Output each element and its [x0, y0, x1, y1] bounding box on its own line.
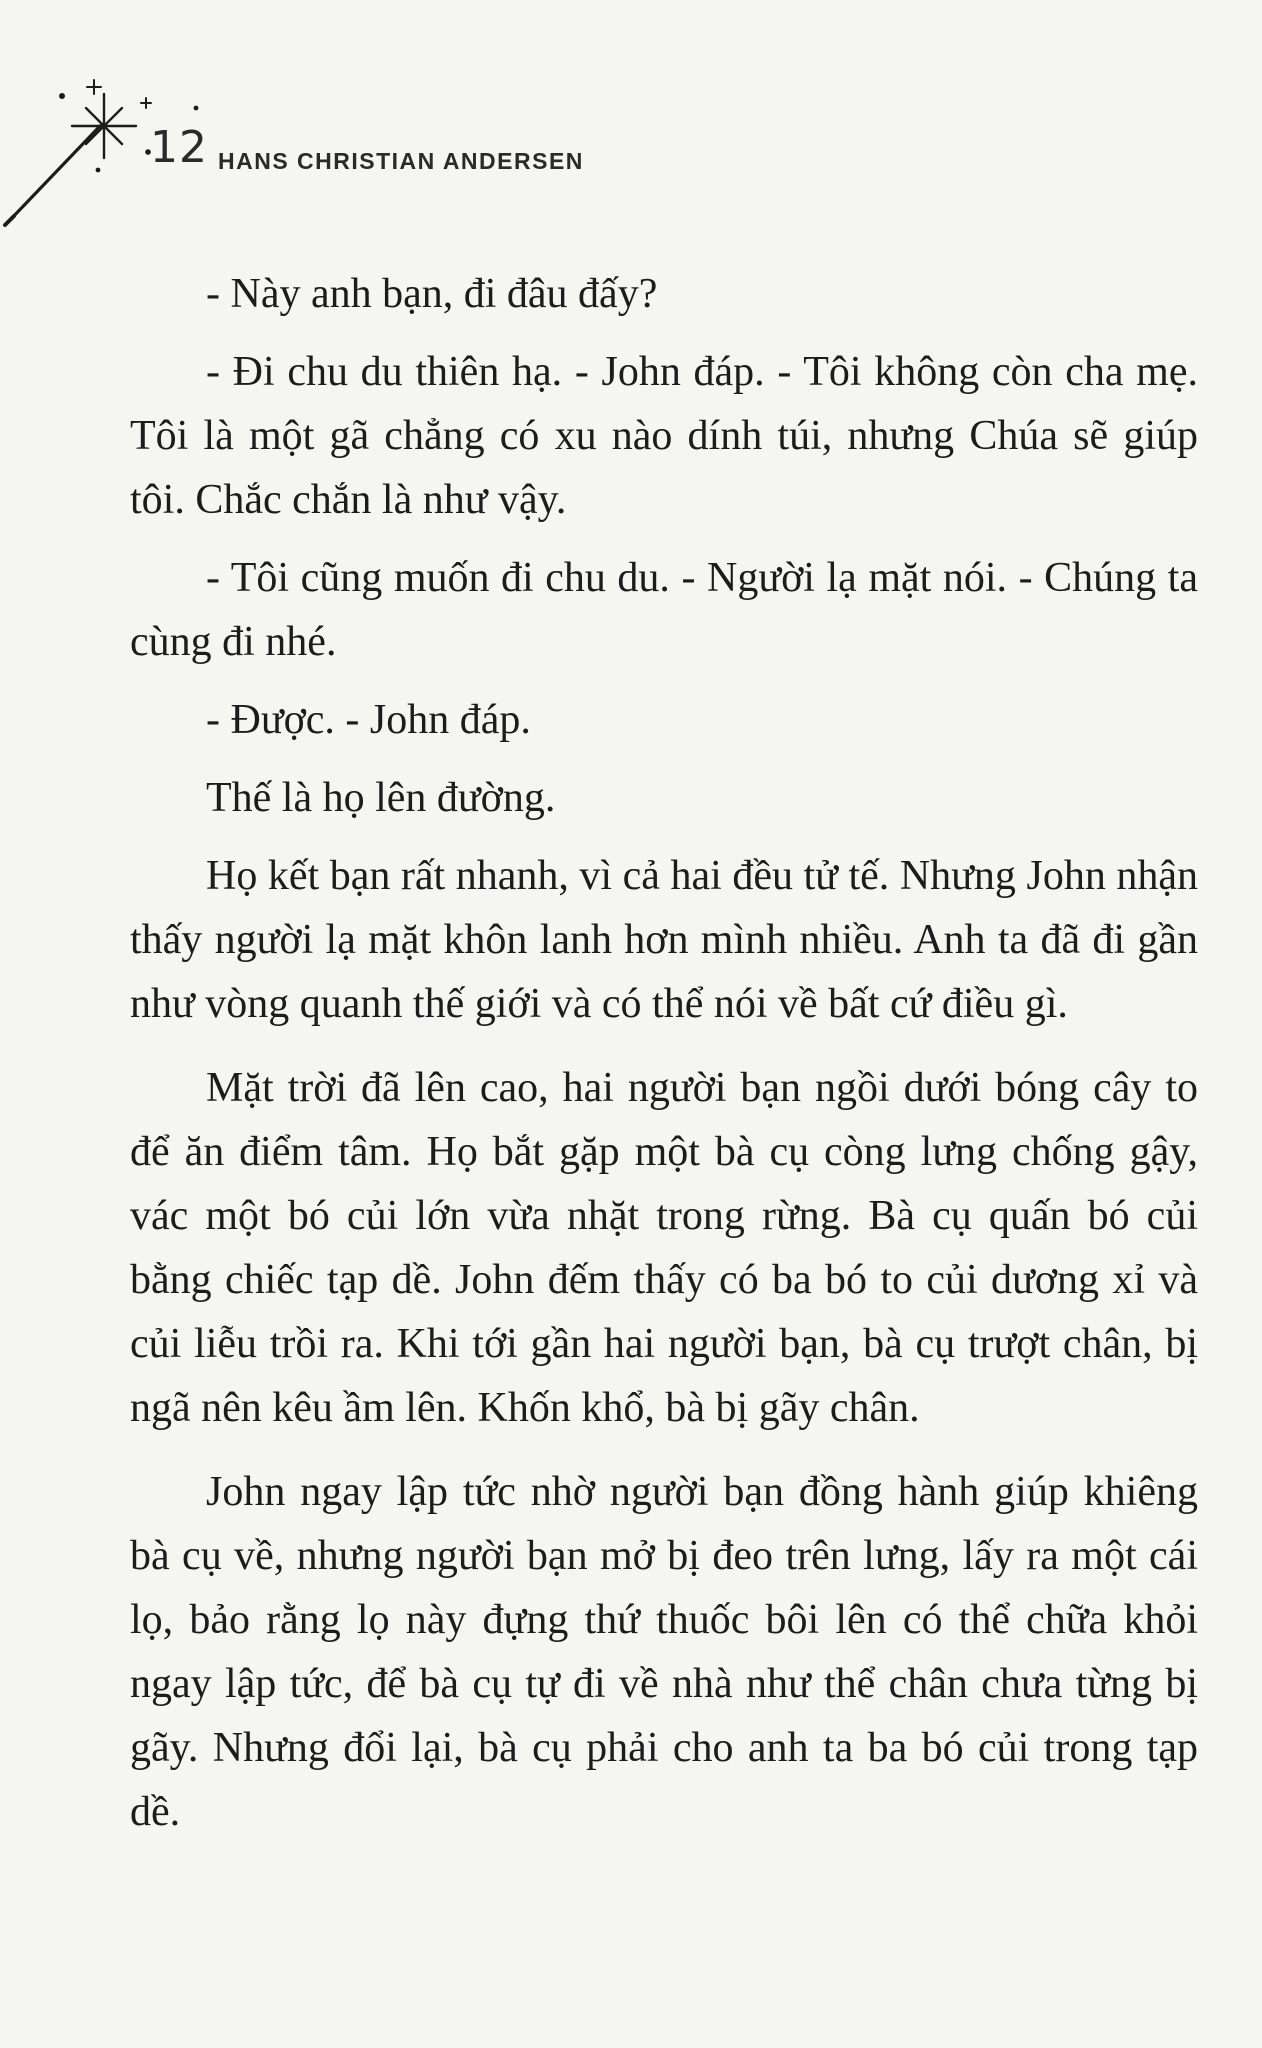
paragraph: Mặt trời đã lên cao, hai người bạn ngồi dưới bóng cây to để ăn điểm tâm. Họ bắt gặp một bà cụ còng lưng chống gậy, vác một bó củi lớn vừa nhặt trong rừng. Bà cụ quấn bó củi bằng chiếc tạp dề. John đếm thấy có ba bó to củi dương xỉ và củi liễu trồi ra. Khi tới gần hai người bạn, bà cụ trượt chân, bị ngã nên kêu ầm lên. Khốn khổ, bà bị gãy chân. [130, 1065, 1198, 1431]
paragraph: Thế là họ lên đường. [206, 775, 556, 821]
page-header [0, 60, 1262, 240]
page-number: 12 [150, 122, 208, 173]
paragraph: John ngay lập tức nhờ người bạn đồng hành giúp khiêng bà cụ về, nhưng người bạn mở bị đeo trên lưng, lấy ra một cái lọ, bảo rằng lọ này đựng thứ thuốc bôi lên có thể chữa khỏi ngay lập tức, để bà cụ tự đi về nhà như thể chân chưa từng bị gãy. Nhưng đổi lại, bà cụ phải cho anh ta ba bó củi trong tạp dề. [130, 1469, 1198, 1835]
paragraph: - Tôi cũng muốn đi chu du. - Người lạ mặt nói. - Chúng ta cùng đi nhé. [130, 555, 1198, 665]
running-head: HANS CHRISTIAN ANDERSEN [218, 148, 584, 174]
paragraph: - Này anh bạn, đi đâu đấy? [206, 271, 658, 317]
paragraph: - Đi chu du thiên hạ. - John đáp. - Tôi không còn cha mẹ. Tôi là một gã chẳng có xu nào dính túi, nhưng Chúa sẽ giúp tôi. Chắc chắn là như vậy. [130, 349, 1198, 523]
body-text [130, 262, 1198, 1858]
paragraph: - Được. - John đáp. [206, 697, 531, 743]
paragraph: Họ kết bạn rất nhanh, vì cả hai đều tử tế. Nhưng John nhận thấy người lạ mặt khôn lanh hơn mình nhiều. Anh ta đã đi gần như vòng quanh thế giới và có thể nói về bất cứ điều gì. [130, 853, 1198, 1027]
